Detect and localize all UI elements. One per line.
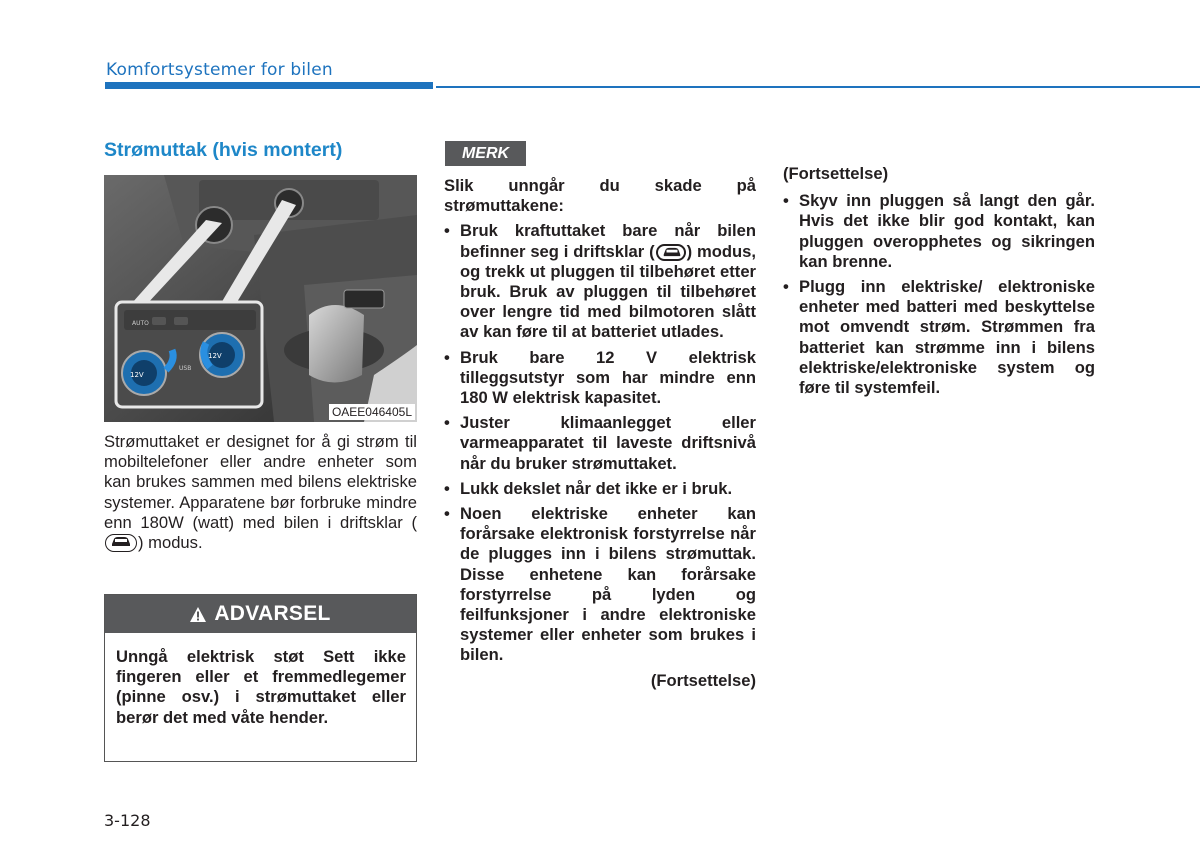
header-rule-thick	[105, 82, 433, 89]
note-bullet: • Noen elektriske enheter kan forårsake elektronisk forstyrrelse når de plugges inn i bilens strømuttak. Disse enhetene kan forårsake forstyrrelse på lyden og feilfunksjoner i andre elektroniske systemer eller enheter som brukes i bilen.	[444, 504, 756, 666]
note-bullet: • Juster klimaanlegget eller varmeapparatet til laveste driftsnivå når du bruker strømuttaket.	[444, 413, 756, 474]
note-bullet: • Skyv inn pluggen så langt den går. Hvis det ikke blir god kontakt, kan pluggen overopphetes og sikringen kan brenne.	[783, 191, 1095, 272]
note-bullet-text-start: Bruk kraftuttaket bare når bilen befinner seg i driftsklar (	[460, 221, 756, 261]
note-bullet-text-end: ) modus, og trekk ut pluggen til tilbehøret etter bruk. Bruk av pluggen til tilbehøret over lengre tid med bilmotoren slått av kan føre til at batteriet utlades.	[460, 241, 757, 342]
car-ready-icon	[105, 534, 137, 552]
note-intro: Slik unngår du skade på strømuttakene:	[444, 176, 756, 216]
note-bullet-list	[444, 221, 756, 665]
note-column	[444, 176, 756, 691]
continued-column	[783, 164, 1095, 403]
note-bullet	[444, 221, 756, 342]
console-illustration	[104, 175, 417, 422]
warning-box	[104, 594, 417, 762]
svg-text:12V: 12V	[130, 371, 144, 379]
section-title: Strømuttak (hvis montert)	[104, 139, 343, 161]
svg-text:AUTO: AUTO	[132, 320, 149, 327]
warning-triangle-icon	[190, 607, 206, 622]
continued-bullet-list	[783, 191, 1095, 398]
intro-text-start: Strømuttaket er designet for å gi strøm til mobiltelefoner eller andre enheter som kan brukes sammen med bilens elektriske systemer. Apparatene bør forbruke mindre enn 180W (watt) med bilen i driftsklar (	[104, 432, 417, 532]
intro-text-end: ) modus.	[138, 533, 203, 553]
note-bullet: • Lukk dekslet når det ikke er i bruk.	[444, 479, 756, 499]
note-bullet: • Plugg inn elektriske/ elektroniske enheter med batteri med beskyttelse mot omvendt strøm. Strømmen fra batteriet kan strømme inn i bilens elektriske/elektroniske system og føre til systemfeil.	[783, 277, 1095, 398]
note-bullet: • Bruk bare 12 V elektrisk tilleggsutstyr som har mindre enn 180 W elektrisk kapasitet.	[444, 348, 756, 409]
running-header: Komfortsystemer for bilen	[106, 60, 333, 80]
warning-label: ADVARSEL	[214, 602, 331, 625]
svg-text:USB: USB	[179, 365, 192, 372]
figure-code: OAEE046405L	[329, 404, 415, 420]
svg-text:12V: 12V	[208, 352, 222, 360]
warning-header	[105, 595, 416, 633]
continued-header: (Fortsettelse)	[783, 164, 889, 183]
header-rule-thin	[436, 86, 1200, 88]
intro-paragraph	[104, 432, 417, 553]
warning-text: Unngå elektrisk støt Sett ikke fingeren eller et fremmedlegemer (pinne osv.) i strømuttaket eller berør det med våte hender.	[116, 647, 406, 727]
car-ready-icon	[656, 244, 686, 261]
note-badge: MERK	[445, 141, 526, 166]
page-number: 3-128	[104, 811, 151, 830]
continued-label: (Fortsettelse)	[650, 670, 756, 690]
power-outlet-figure	[104, 175, 417, 422]
